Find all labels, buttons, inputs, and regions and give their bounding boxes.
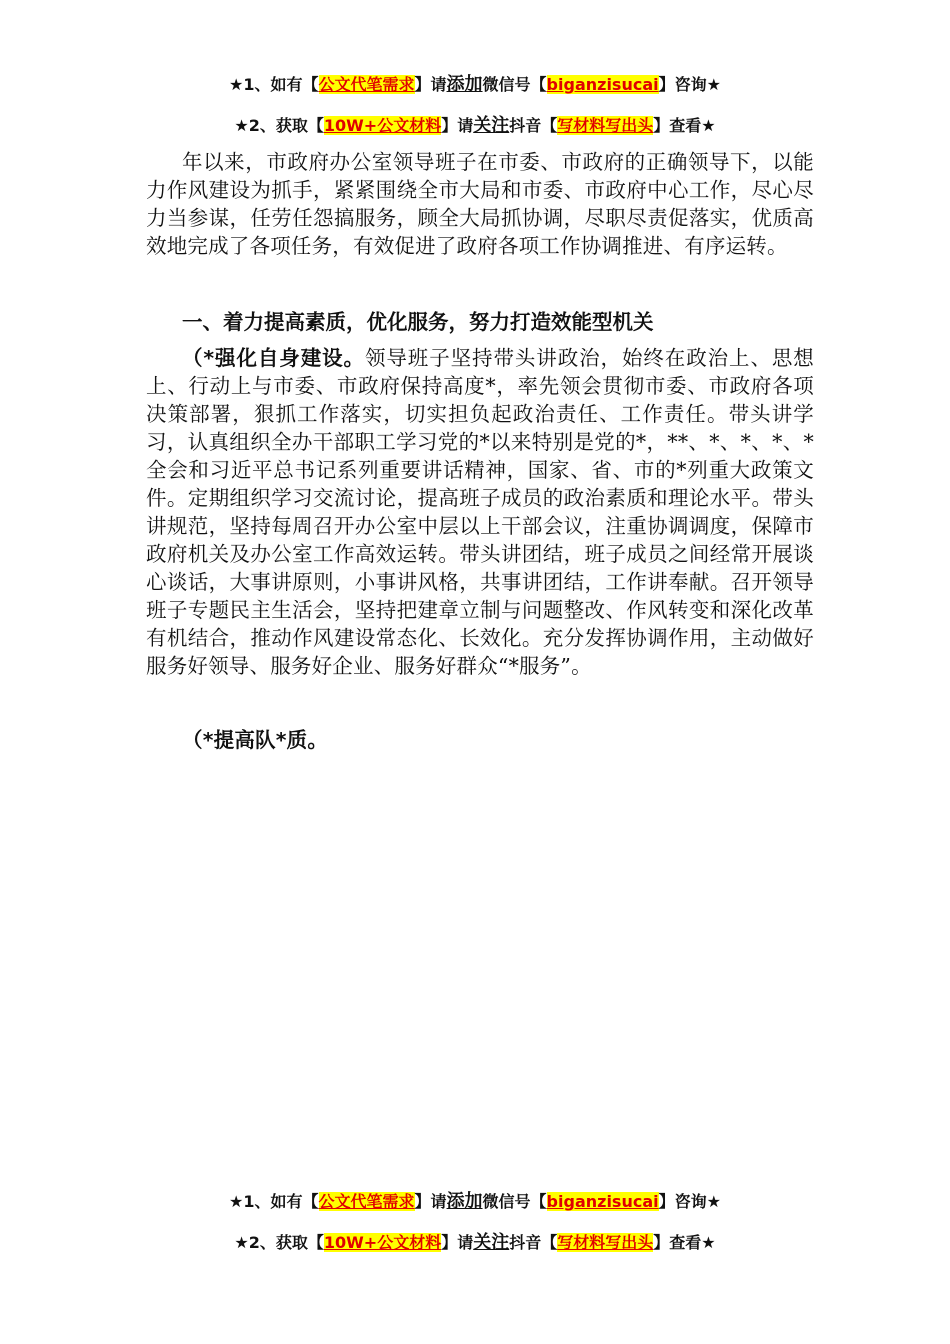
banner-highlight-douyin: 写材料写出头 bbox=[557, 1233, 654, 1252]
banner-text: 微信号【 bbox=[482, 1192, 547, 1211]
banner-text: 】请 bbox=[441, 1233, 474, 1252]
banner-suffix: 】查看★ bbox=[653, 116, 716, 135]
banner-highlight-service: 公文代笔需求 bbox=[318, 75, 415, 94]
intro-paragraph: 年以来，市政府办公室领导班子在市委、市政府的正确领导下，以能力作风建设为抓手，紧紧围绕全市大局和市委、市政府中心工作，尽心尽力当参谋，任劳任怨搞服务，顾全大局抓协调，尽职尽责促落实，优质高效地完成了各项任务，有效促进了政府各项工作协调推进、有序运转。 bbox=[146, 150, 814, 258]
para1-body: 领导班子坚持带头讲政治，始终在政治上、思想上、行动上与市委、市政府保持高度*，率先领会贯彻市委、市政府各项决策部署，狠抓工作落实，切实担负起政治责任、工作责任。带头讲学习，认真组织全办干部职工学习党的*以来特别是党的*，**、*、*、*、*全会和习近平总书记系列重要讲话精神，国家、省、市的*列重大政策文件。定期组织学习交流讨论，提高班子成员的政治素质和理论水平。带头讲规范，坚持每周召开办公室中层以上干部会议，注重协调调度，保障市政府机关及办公室工作高效运转。带头讲团结，班子成员之间经常开展谈心谈话，大事讲原则，小事讲风格，共事讲团结，工作讲奉献。召开领导班子专题民主生活会，坚持把建章立制与问题整改、作风转变和深化改革有机结合，推动作风建设常态化、长效化。充分发挥协调作用，主动做好服务好领导、服务好企业、服务好群众“*服务”。 bbox=[146, 346, 814, 678]
para1-lead: （*强化自身建设。 bbox=[182, 346, 365, 370]
banner-highlight-materials: 10W+公文材料 bbox=[323, 1233, 442, 1252]
para1-block bbox=[146, 344, 814, 680]
para2-lead: （*提高队*质。 bbox=[182, 728, 329, 752]
section-heading: 一、着力提高素质，优化服务，努力打造效能型机关 bbox=[182, 310, 654, 334]
para1 bbox=[146, 344, 814, 680]
banner-text: 】请 bbox=[441, 116, 474, 135]
banner-text: 】请 bbox=[414, 75, 447, 94]
banner-prefix: ★2、获取【 bbox=[234, 116, 324, 135]
banner-highlight-douyin: 写材料写出头 bbox=[557, 116, 654, 135]
banner-emphasis: 添加 bbox=[446, 74, 483, 95]
banner-prefix: ★1、如有【 bbox=[229, 1192, 319, 1211]
banner-suffix: 】咨询★ bbox=[658, 75, 721, 94]
para2 bbox=[146, 726, 814, 754]
para2-block bbox=[146, 726, 814, 754]
banner-highlight-materials: 10W+公文材料 bbox=[323, 116, 442, 135]
banner-prefix: ★1、如有【 bbox=[229, 75, 319, 94]
banner-suffix: 】查看★ bbox=[653, 1233, 716, 1252]
banner-highlight-wechat-id: biganzisucai bbox=[546, 1192, 659, 1211]
banner-prefix: ★2、获取【 bbox=[234, 1233, 324, 1252]
banner-text: 】请 bbox=[414, 1192, 447, 1211]
bottom-banner-line1 bbox=[0, 1187, 950, 1213]
banner-emphasis: 关注 bbox=[473, 115, 510, 136]
banner-text: 抖音【 bbox=[509, 116, 558, 135]
intro-block bbox=[146, 148, 814, 260]
banner-text: 抖音【 bbox=[509, 1233, 558, 1252]
banner-suffix: 】咨询★ bbox=[658, 1192, 721, 1211]
banner-highlight-service: 公文代笔需求 bbox=[318, 1192, 415, 1211]
top-banner-line2 bbox=[0, 111, 950, 137]
banner-text: 微信号【 bbox=[482, 75, 547, 94]
bottom-banner-line2 bbox=[0, 1228, 950, 1254]
banner-highlight-wechat-id: biganzisucai bbox=[546, 75, 659, 94]
banner-emphasis: 关注 bbox=[473, 1232, 510, 1253]
banner-emphasis: 添加 bbox=[446, 1191, 483, 1212]
top-banner-line1 bbox=[0, 70, 950, 96]
